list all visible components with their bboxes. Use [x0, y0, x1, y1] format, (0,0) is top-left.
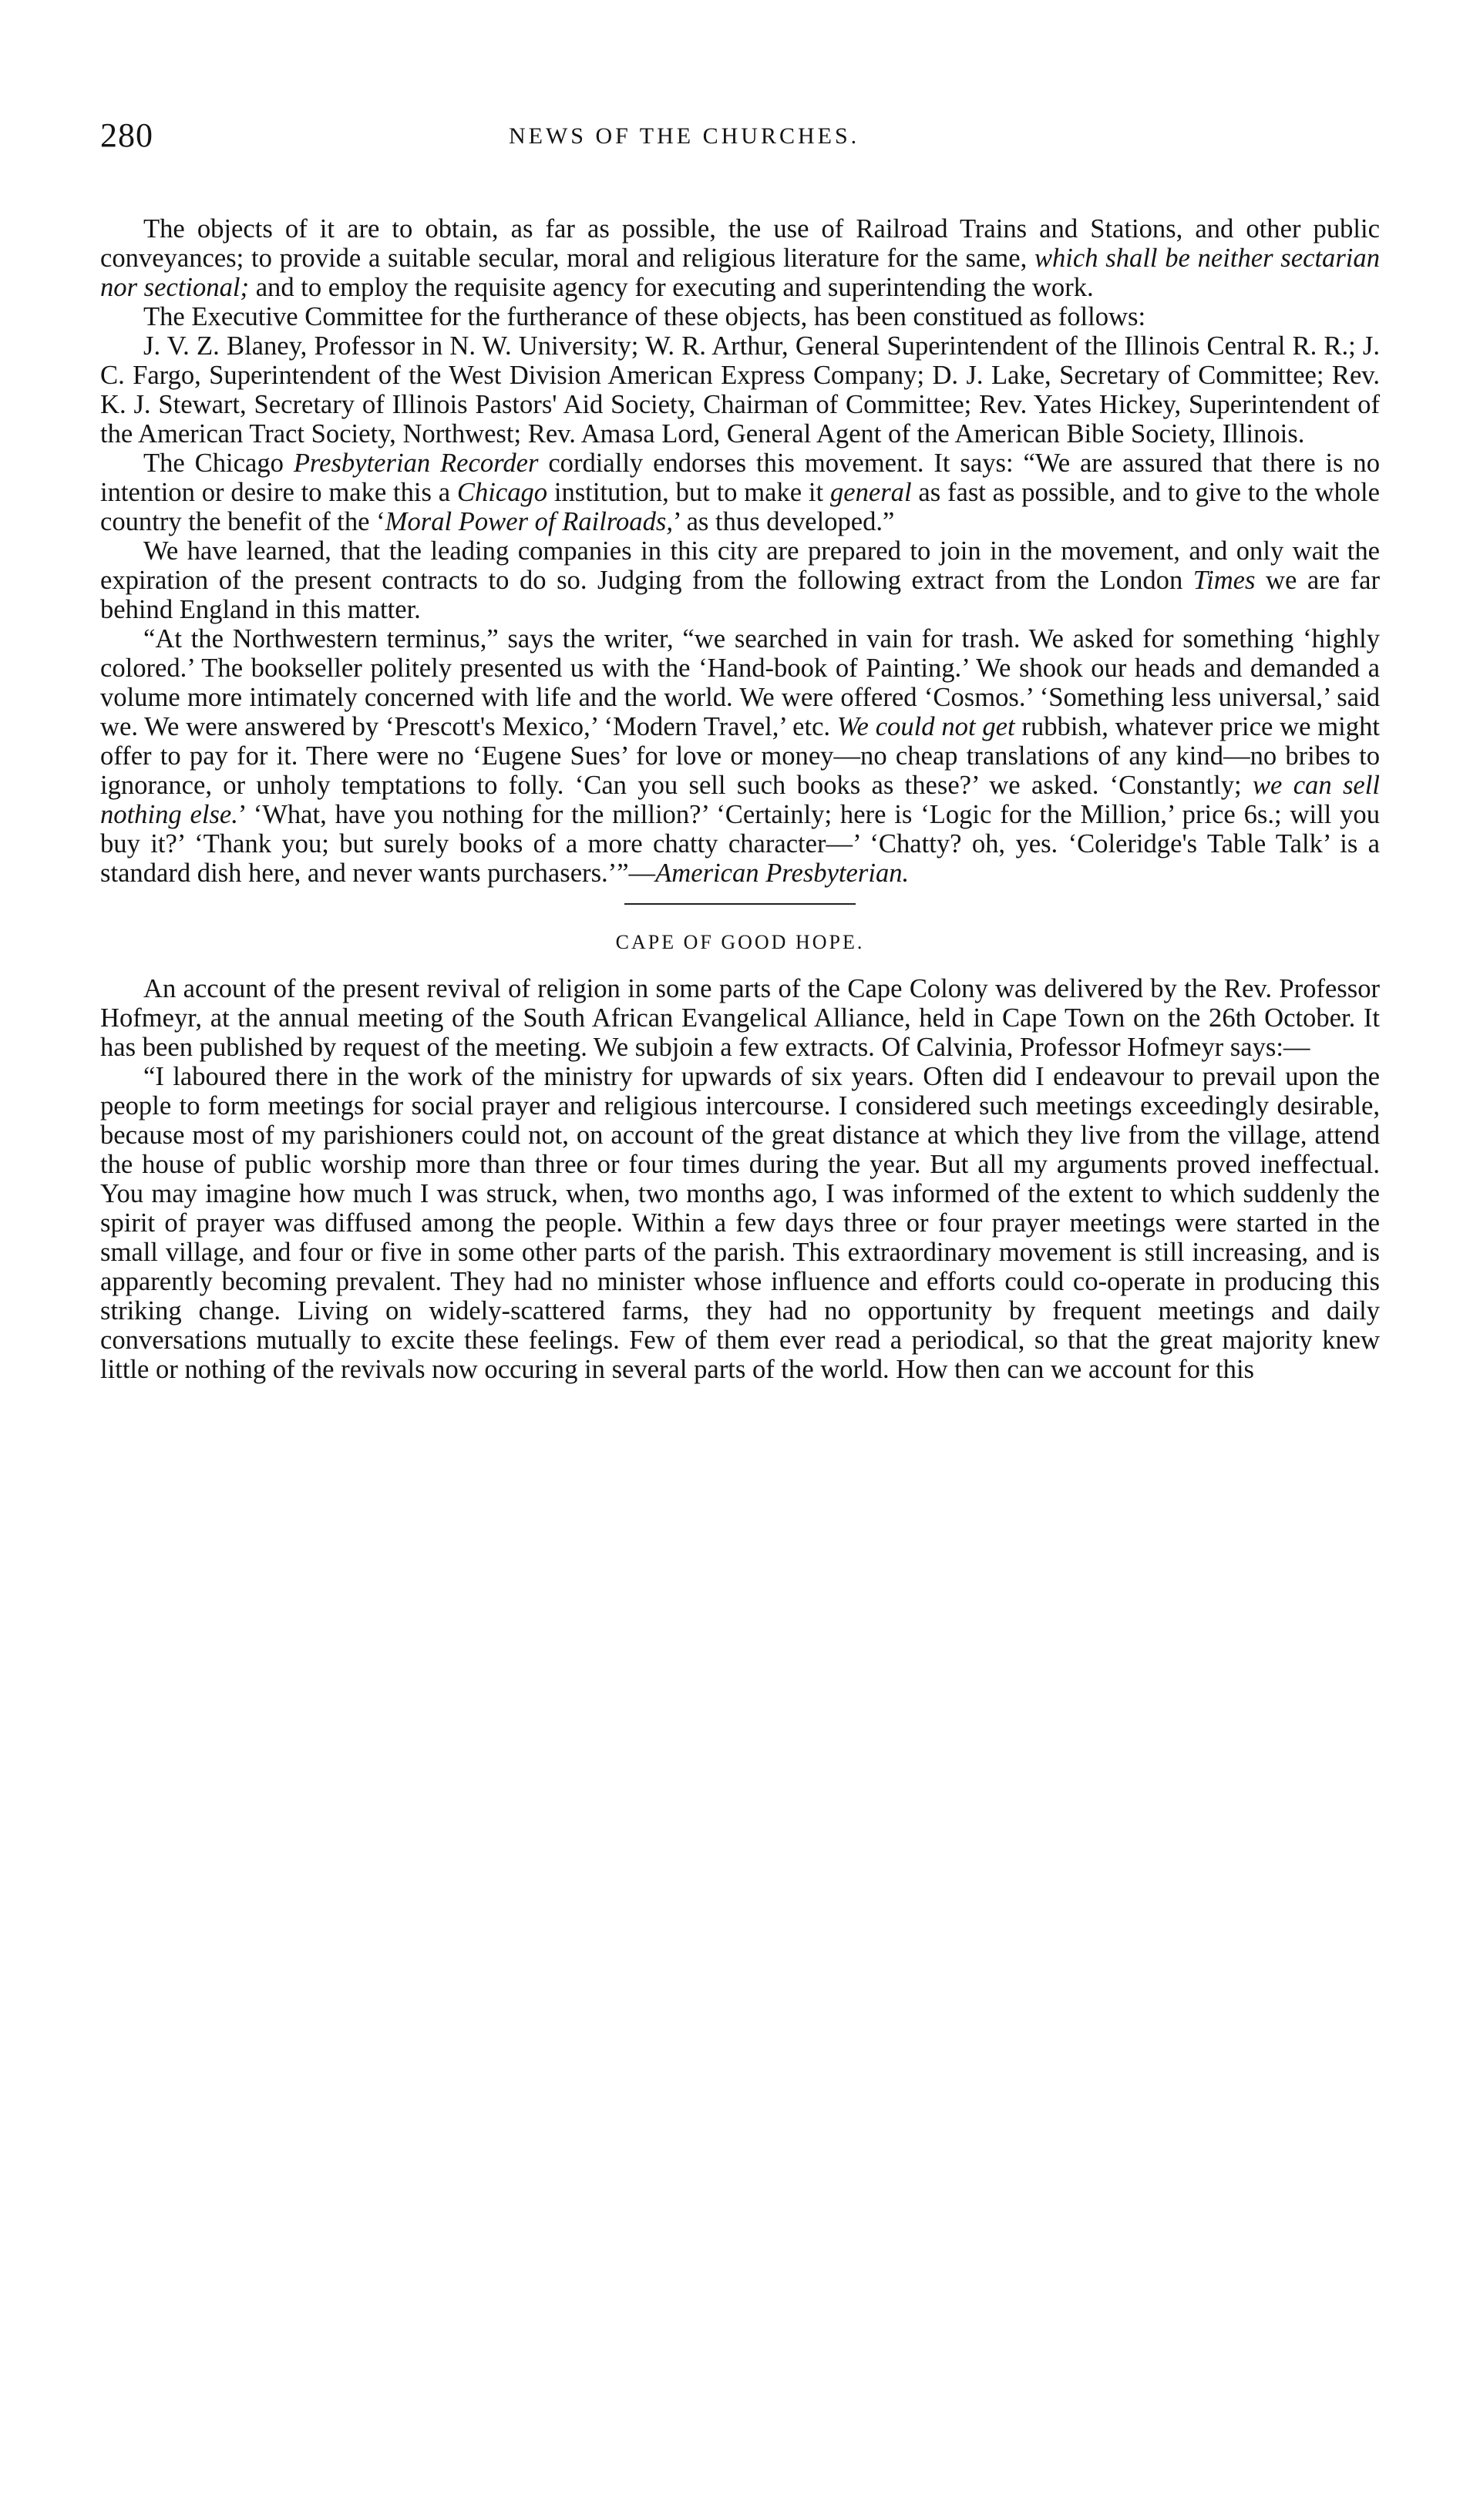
- paragraph: J. V. Z. Blaney, Professor in N. W. University; W. R. Arthur, General Superintendent of the Illinois Central R. R.; J. C. Fargo, Superintendent of the West Division American Express Company; D. J. Lake, Secretary of Committee; Rev. K. J. Stewart, Secretary of Illinois Pastors' Aid Society, Chairman of Committee; Rev. Yates Hickey, Superintendent of the American Tract Society, Northwest; Rev. Amasa Lord, General Agent of the American Bible Society, Illinois.: [100, 331, 1380, 449]
- paragraph: We have learned, that the leading companies in this city are prepared to join in the movement, and only wait the expiration of the present contracts to do so. Judging from the following extract from the London Times we are far behind England in this matter.: [100, 536, 1380, 624]
- section-heading: CAPE OF GOOD HOPE.: [615, 931, 865, 953]
- running-head: [100, 116, 1380, 177]
- paragraph: An account of the present revival of religion in some parts of the Cape Colony was delivered by the Rev. Professor Hofmeyr, at the annual meeting of the South African Evangelical Alliance, held in Cape Town on the 26th October. It has been published by request of the meeting. We subjoin a few extracts. Of Calvinia, Professor Hofmeyr says:—: [100, 974, 1380, 1062]
- article-railroad-literature: [100, 214, 1380, 888]
- paragraph: “I laboured there in the work of the ministry for upwards of six years. Often did I endeavour to prevail upon the people to form meetings for social prayer and religious intercourse. I considered such meetings exceedingly desirable, because most of my parishioners could not, on account of the great distance at which they live from the village, attend the house of public worship more than three or four times during the year. But all my arguments proved ineffectual. You may imagine how much I was struck, when, two months ago, I was informed of the extent to which suddenly the spirit of prayer was diffused among the people. Within a few days three or four prayer meetings were started in the small village, and four or five in some other parts of the parish. This extraordinary movement is still increasing, and is apparently becoming prevalent. They had no minister whose influence and efforts could co-operate in producing this striking change. Living on widely-scattered farms, they had no opportunity by frequent meetings and daily conversations mutually to excite these feelings. Few of them ever read a periodical, so that the great majority knew little or nothing of the revivals now occuring in several parts of the world. How then can we account for this: [100, 1062, 1380, 1384]
- running-title: NEWS OF THE CHURCHES.: [509, 123, 860, 149]
- page-number: 280: [100, 116, 153, 154]
- paragraph: “At the Northwestern terminus,” says the writer, “we searched in vain for trash. We asked for something ‘highly colored.’ The bookseller politely presented us with the ‘Hand-book of Painting.’ We shook our heads and demanded a volume more intimately concerned with life and the world. We were offered ‘Cosmos.’ ‘Something less universal,’ said we. We were answered by ‘Prescott's Mexico,’ ‘Modern Travel,’ etc. We could not get rubbish, whatever price we might offer to pay for it. There were no ‘Eugene Sues’ for love or money—no cheap translations of any kind—no bribes to ignorance, or unholy temptations to folly. ‘Can you sell such books as these?’ we asked. ‘Constantly; we can sell nothing else.’ ‘What, have you nothing for the million?’ ‘Certainly; here is ‘Logic for the Million,’ price 6s.; will you buy it?’ ‘Thank you; but surely books of a more chatty character—’ ‘Chatty? oh, yes. ‘Coleridge's Table Talk’ is a standard dish here, and never wants purchasers.’”—American Presbyterian.: [100, 624, 1380, 888]
- paragraph: The Executive Committee for the furtherance of these objects, has been constitued as follows:: [143, 302, 1146, 331]
- section-divider: [624, 903, 856, 905]
- article-cape-of-good-hope: [100, 974, 1380, 1384]
- paragraph: The Chicago Presbyterian Recorder cordially endorses this movement. It says: “We are assured that there is no intention or desire to make this a Chicago institution, but to make it general as fast as possible, and to give to the whole country the benefit of the ‘Moral Power of Railroads,’ as thus developed.”: [100, 449, 1380, 536]
- paragraph: The objects of it are to obtain, as far as possible, the use of Railroad Trains and Stations, and other public conveyances; to provide a suitable secular, moral and religious literature for the same, which shall be neither sectarian nor sectional; and to employ the requisite agency for executing and superintending the work.: [100, 214, 1380, 302]
- document-page: [100, 116, 1380, 1384]
